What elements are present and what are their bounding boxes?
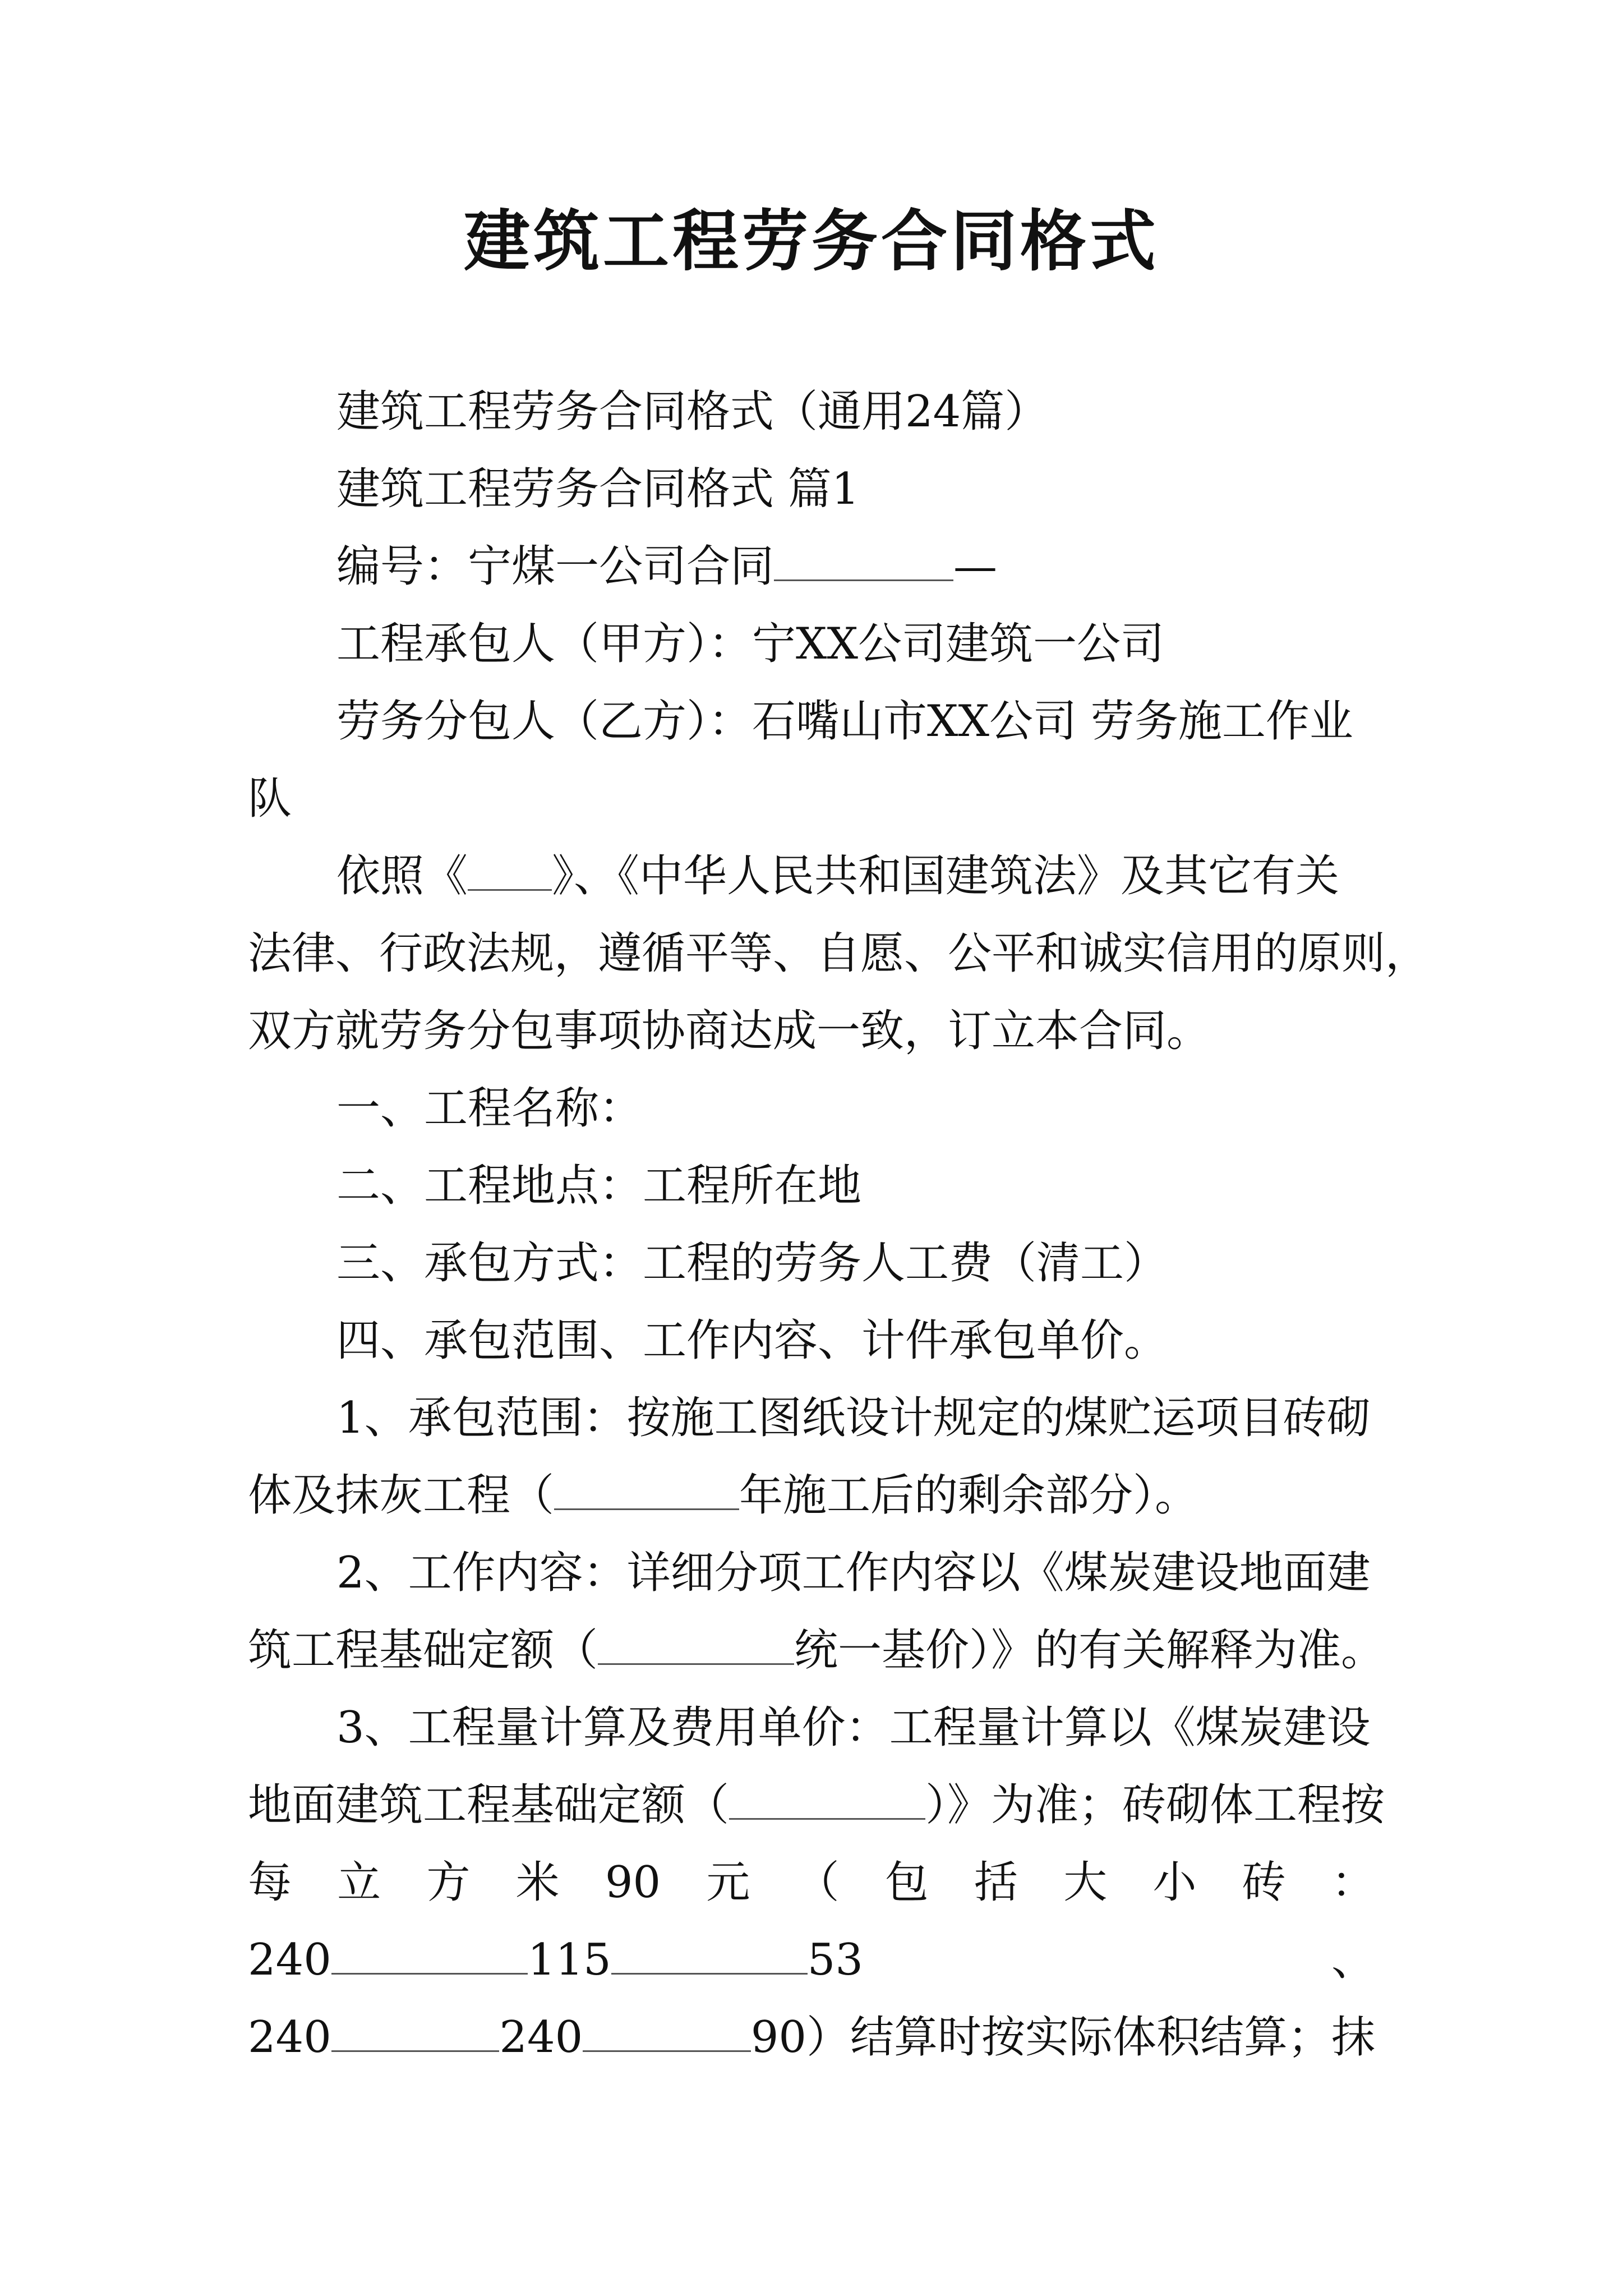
item-1: 一、工程名称： — [336, 1083, 643, 1134]
calc-text-b: ）》为准；砖砌体工程按 — [925, 1780, 1385, 1830]
scope-line-1: 1、承包范围：按施工图纸设计规定的煤贮运项目砖砌 — [336, 1393, 1371, 1443]
dimension-blank-2 — [611, 1930, 808, 1975]
basis-text-b: 》、《中华人民共和国建筑法》及其它有关 — [552, 851, 1340, 901]
calc-blank — [729, 1775, 925, 1820]
article-heading: 建筑工程劳务合同格式 篇1 — [336, 464, 860, 514]
contract-number — [248, 528, 1375, 605]
content-line-1: 2、工作内容：详细分项工作内容以《煤炭建设地面建 — [336, 1548, 1371, 1598]
calc-line-3-char: 小 — [1152, 1857, 1197, 1908]
calc-text-a: 地面建筑工程基础定额（ — [248, 1780, 730, 1830]
party-a: 工程承包人（甲方）：宁XX公司建筑一公司 — [336, 619, 1165, 669]
enumeration-comma: 、 — [1331, 1935, 1375, 1985]
calc-line-5 — [248, 1999, 1375, 2076]
calc-text-tail: 90）结算时按实际体积结算；抹 — [750, 2012, 1375, 2063]
calc-line-3-char: 包 — [884, 1857, 929, 1908]
calc-line-4 — [248, 1921, 1375, 1999]
scope-line-2 — [248, 1457, 1375, 1534]
contract-number-suffix: — — [953, 541, 998, 592]
dimension-53: 53 — [807, 1935, 864, 1985]
dimension-240-b: 240 — [499, 2012, 583, 2063]
document-body — [248, 373, 1430, 2076]
calc-line-3-char: 立 — [337, 1857, 381, 1908]
dimension-blank-1 — [331, 1930, 528, 1975]
item-3: 三、承包方式：工程的劳务人工费（清工） — [336, 1238, 1168, 1289]
party-b-line-1: 劳务分包人（乙方）：石嘴山市XX公司 劳务施工作业 — [336, 696, 1353, 747]
content-blank — [598, 1621, 794, 1665]
scope-blank — [554, 1466, 739, 1510]
calc-line-2 — [248, 1766, 1385, 1844]
basis-line-1 — [248, 838, 1375, 915]
dimension-240-a: 240 — [248, 2012, 331, 2063]
party-b-line-2: 队 — [248, 774, 292, 824]
basis-line-3: 双方就劳务分包事项协商达成一致，订立本合同。 — [248, 1006, 1211, 1056]
calc-line-3-char: 90 — [605, 1857, 661, 1908]
basis-line-2: 法律、行政法规，遵循平等、自愿、公平和诚实信用的原则， — [248, 928, 1430, 979]
contract-number-prefix: 编号：宁煤一公司合同 — [336, 541, 774, 592]
content-text-b: 统一基价）》的有关解释为准。 — [794, 1625, 1385, 1676]
dimension-115: 115 — [527, 1935, 611, 1985]
calc-line-3-char: 米 — [515, 1857, 560, 1908]
scope-text-a: 体及抹灰工程（ — [248, 1470, 555, 1521]
calc-line-3-char: 方 — [426, 1857, 471, 1908]
calc-line-3 — [248, 1844, 1375, 1921]
item-4: 四、承包范围、工作内容、计件承包单价。 — [336, 1315, 1168, 1366]
content-text-a: 筑工程基础定额（ — [248, 1625, 598, 1676]
item-2: 二、工程地点：工程所在地 — [336, 1161, 862, 1211]
document-title: 建筑工程劳务合同格式 — [463, 202, 1159, 280]
basis-blank — [468, 846, 552, 891]
content-line-2 — [248, 1612, 1385, 1689]
calc-line-3-char: 大 — [1063, 1857, 1108, 1908]
calc-line-3-char: 元 — [706, 1857, 750, 1908]
scope-text-b: 年施工后的剩余部分）。 — [739, 1470, 1199, 1521]
calc-line-3-char: （ — [795, 1857, 840, 1908]
dimension-blank-3 — [331, 2008, 499, 2052]
calc-line-3-char: 砖 — [1242, 1857, 1286, 1908]
calc-line-3-char: 括 — [974, 1857, 1018, 1908]
dimension-blank-4 — [583, 2008, 750, 2052]
dimension-240: 240 — [248, 1935, 331, 1985]
basis-text-a: 依照《 — [336, 851, 468, 901]
subtitle: 建筑工程劳务合同格式（通用24篇） — [336, 386, 1049, 437]
contract-number-blank — [774, 537, 953, 581]
calc-line-1: 3、工程量计算及费用单价：工程量计算以《煤炭建设 — [336, 1703, 1371, 1753]
calc-line-3-char: 每 — [248, 1857, 292, 1908]
calc-line-3-char: ： — [1331, 1857, 1375, 1908]
